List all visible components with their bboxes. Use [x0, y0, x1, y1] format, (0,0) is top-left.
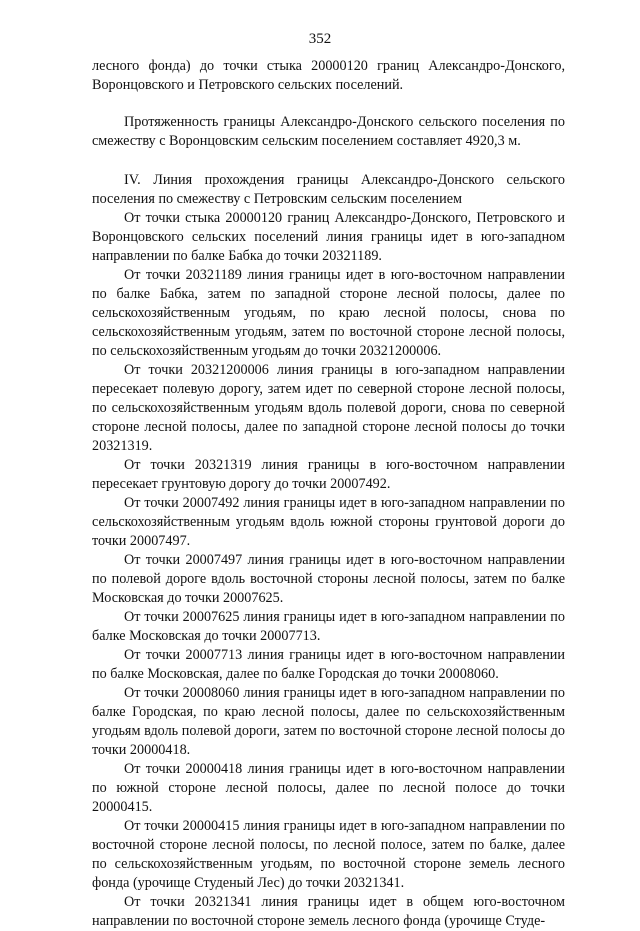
paragraph-continuation: лесного фонда) до точки стыка 20000120 границ Александро-Донского, Воронцовского и Петровского сельских поселений.	[92, 58, 565, 93]
paragraph: От точки 20007625 линия границы идет в юго-западном направлении по балке Московская до точки 20007713.	[92, 609, 565, 644]
paragraph: От точки 20007713 линия границы идет в юго-восточном направлении по балке Московская, далее по балке Городская до точки 20008060.	[92, 647, 565, 682]
paragraph: От точки 20000418 линия границы идет в юго-восточном направлении по южной стороне лесной полосы, далее по лесной полосе до точки 20000415.	[92, 761, 565, 815]
document-body	[92, 57, 565, 931]
paragraph: От точки 20321189 линия границы идет в юго-восточном направлении по балке Бабка, затем по западной стороне лесной полосы, далее по сельскохозяйственным угодьям, по краю лесной полосы, снова по сельскохозяйственным угодьям, затем по восточной стороне лесной полосы, по сельскохозяйственным угодьям до точки 20321200006.	[92, 267, 565, 359]
paragraph: От точки 20008060 линия границы идет в юго-западном направлении по балке Городская, по краю лесной полосы, далее по сельскохозяйственным угодьям вдоль полевой дороги, затем по восточной стороне лесной полосы до точки 20000418.	[92, 685, 565, 758]
paragraph: От точки 20321341 линия границы идет в общем юго-восточном направлении по восточной стороне земель лесного фонда (урочище Студе-	[92, 894, 565, 929]
paragraph: От точки стыка 20000120 границ Александро-Донского, Петровского и Воронцовского сельских поселений линия границы идет в юго-западном направлении по балке Бабка до точки 20321189.	[92, 210, 565, 264]
paragraph-boundary-length: Протяженность границы Александро-Донского сельского поселения по смежеству с Воронцовским сельским поселением составляет 4920,3 м.	[92, 114, 565, 149]
paragraph: От точки 20321319 линия границы в юго-восточном направлении пересекает грунтовую дорогу до точки 20007492.	[92, 457, 565, 492]
paragraph: От точки 20007497 линия границы идет в юго-восточном направлении по полевой дороге вдоль восточной стороны лесной полосы, затем по балке Московская до точки 20007625.	[92, 552, 565, 606]
page-number: 352	[308, 31, 332, 47]
paragraph: От точки 20321200006 линия границы в юго-западном направлении пересекает полевую дорогу, затем идет по северной стороне лесной полосы, по сельскохозяйственным угодьям вдоль полевой дороги, снова по северной стороне лесной полосы, далее по западной стороне лесной полосы до точки 20321319.	[92, 362, 565, 454]
section-heading: IV. Линия прохождения границы Александро-Донского сельского поселения по смежеству с Петровским сельским поселением	[92, 172, 565, 207]
paragraph: От точки 20000415 линия границы идет в юго-западном направлении по восточной стороне лесной полосы, по лесной полосе, затем по балке, далее по сельскохозяйственным угодьям, по восточной стороне земель лесного фонда (урочище Студеный Лес) до точки 20321341.	[92, 818, 565, 891]
paragraph: От точки 20007492 линия границы идет в юго-западном направлении по сельскохозяйственным угодьям вдоль южной стороны грунтовой дороги до точки 20007497.	[92, 495, 565, 549]
